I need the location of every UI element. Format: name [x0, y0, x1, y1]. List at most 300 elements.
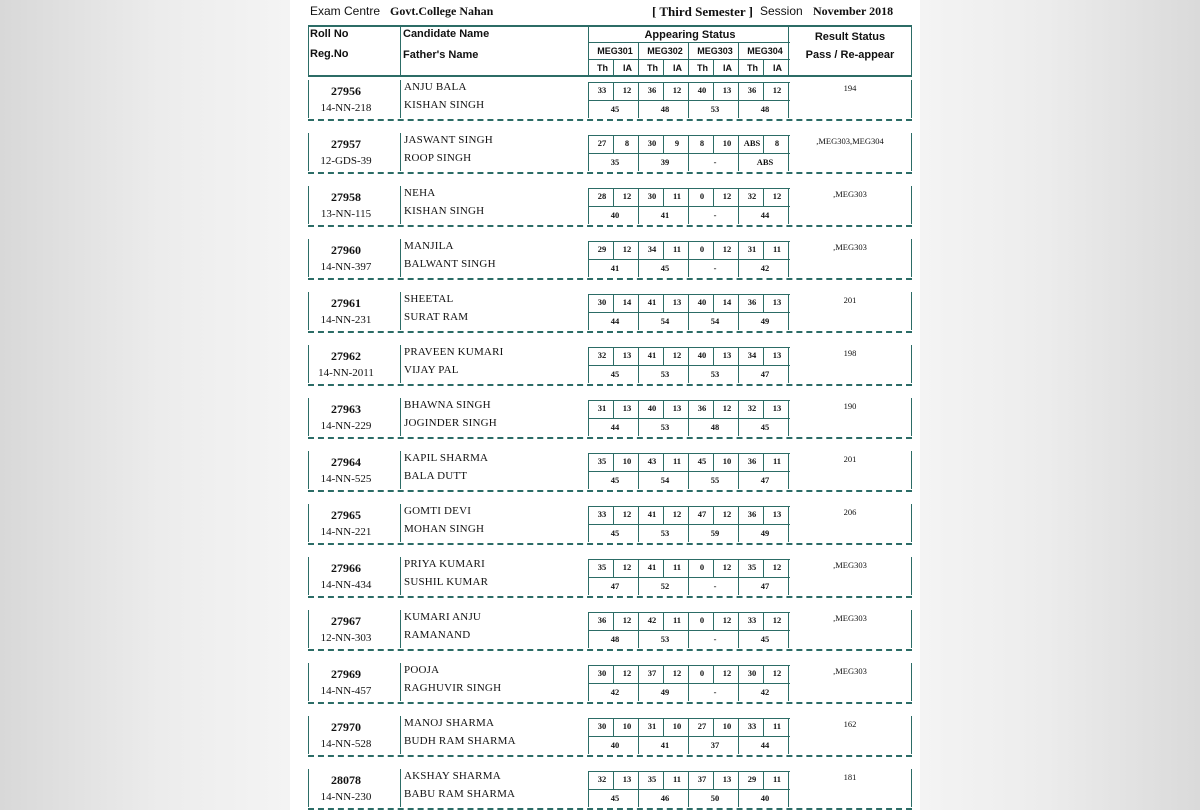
mark-cell: 0: [699, 562, 705, 572]
ia-vline: [663, 82, 664, 100]
marks-vline: [688, 294, 689, 330]
result-status: 190: [843, 401, 857, 411]
mark-cell: 10: [622, 456, 632, 466]
marks-top-rule: [588, 771, 790, 772]
paper-total: 44: [610, 422, 620, 432]
paper-total: 44: [760, 740, 770, 750]
reg-no: 14-NN-528: [320, 738, 372, 750]
marks-mid-rule: [588, 736, 790, 737]
mark-cell: 12: [622, 191, 632, 201]
row-right-line: [911, 186, 912, 224]
mark-cell: 12: [622, 509, 632, 519]
reg-no: 14-NN-229: [320, 420, 372, 432]
marks-vline: [638, 347, 639, 383]
reg-no: 14-NN-230: [320, 791, 372, 803]
row-name-line: [400, 769, 401, 807]
roll-no: 27963: [331, 402, 361, 416]
marks-vline: [638, 400, 639, 436]
paper-total: 59: [710, 528, 720, 538]
roll-no: 27960: [331, 243, 361, 257]
ia-header: IA: [773, 63, 782, 73]
mark-cell: 30: [597, 721, 607, 731]
row-separator: [308, 490, 912, 492]
paper-total: -: [713, 581, 717, 591]
ia-vline: [613, 347, 614, 365]
marks-mid-rule: [588, 206, 790, 207]
mark-cell: 12: [772, 668, 782, 678]
mark-cell: 12: [722, 668, 732, 678]
mark-cell: 11: [772, 774, 782, 784]
result-status: 162: [843, 719, 857, 729]
fathers-name-header: Father's Name: [403, 49, 479, 61]
row-separator: [308, 225, 912, 227]
marks-top-rule: [588, 559, 790, 560]
paper-total: -: [713, 634, 717, 644]
row-separator: [308, 596, 912, 598]
marks-mid-rule: [588, 365, 790, 366]
header-vline: [588, 25, 589, 77]
row-name-line: [400, 292, 401, 330]
marks-top-rule: [588, 612, 790, 613]
paper-total: -: [713, 157, 717, 167]
mark-cell: 43: [647, 456, 657, 466]
ia-vline: [613, 771, 614, 789]
marks-vline: [688, 771, 689, 807]
paper-total: 53: [660, 422, 670, 432]
row-name-line: [400, 186, 401, 224]
result-status: ,MEG303: [833, 242, 867, 252]
row-right-line: [911, 292, 912, 330]
father-name: RAMANAND: [404, 629, 471, 641]
marks-vline: [738, 135, 739, 171]
row-left-line: [308, 769, 309, 807]
mark-cell: 30: [747, 668, 757, 678]
row-right-line: [911, 610, 912, 648]
semester: [ Third Semester ]: [652, 4, 753, 19]
mark-cell: 41: [647, 509, 657, 519]
result-status-header: Result Status: [814, 31, 886, 43]
reg-no: 14-NN-231: [320, 314, 372, 326]
marks-vline: [638, 453, 639, 489]
marks-vline: [638, 82, 639, 118]
mark-cell: 31: [747, 244, 757, 254]
candidate-name: PRAVEEN KUMARI: [404, 346, 504, 358]
marks-vline: [738, 241, 739, 277]
ia-vline: [663, 453, 664, 471]
result-sheet: [290, 0, 920, 810]
marks-vline: [638, 135, 639, 171]
ia-vline: [763, 188, 764, 206]
mark-cell: 0: [699, 615, 705, 625]
mark-cell: 32: [597, 350, 607, 360]
paper-total: 42: [760, 687, 770, 697]
roll-no: 27970: [331, 720, 361, 734]
marks-vline: [788, 400, 789, 436]
header-vline: [688, 42, 689, 77]
paper-total: 53: [660, 634, 670, 644]
mark-cell: 35: [597, 456, 607, 466]
marks-top-rule: [588, 241, 790, 242]
paper-total: 41: [610, 263, 620, 273]
marks-top-rule: [588, 294, 790, 295]
marks-vline: [688, 347, 689, 383]
paper-total: 45: [610, 104, 620, 114]
header-vline: [738, 42, 739, 77]
candidate-name: KAPIL SHARMA: [404, 452, 489, 464]
mark-cell: 12: [772, 615, 782, 625]
ia-vline: [663, 612, 664, 630]
mark-cell: 47: [697, 509, 707, 519]
row-right-line: [911, 557, 912, 595]
row-right-line: [911, 239, 912, 277]
marks-vline: [688, 559, 689, 595]
candidate-name: ANJU BALA: [404, 81, 467, 93]
mark-cell: 14: [622, 297, 632, 307]
row-left-line: [308, 239, 309, 277]
reg-no: 14-NN-525: [320, 473, 372, 485]
paper-header-meg303: MEG303: [697, 46, 733, 56]
result-status: ,MEG303: [833, 560, 867, 570]
paper-total: 49: [760, 528, 770, 538]
session-value: November 2018: [813, 4, 894, 18]
mark-cell: 41: [647, 350, 657, 360]
paper-total: 53: [660, 369, 670, 379]
father-name: BABU RAM SHARMA: [404, 788, 516, 800]
paper-total: 40: [760, 793, 770, 803]
paper-total: 35: [610, 157, 620, 167]
row-right-line: [911, 451, 912, 489]
th-header: Th: [647, 63, 658, 73]
father-name: BALWANT SINGH: [404, 258, 496, 270]
row-separator: [308, 119, 912, 121]
ia-vline: [613, 188, 614, 206]
mark-cell: 42: [647, 615, 657, 625]
mark-cell: 9: [674, 138, 680, 148]
ia-vline: [713, 665, 714, 683]
row-left-line: [308, 663, 309, 701]
roll-no: 27964: [331, 455, 361, 469]
mark-cell: 41: [647, 562, 657, 572]
mark-cell: 12: [722, 244, 732, 254]
mark-cell: 30: [597, 668, 607, 678]
marks-vline: [788, 506, 789, 542]
candidate-name: MANJILA: [404, 240, 454, 252]
candidate-name: AKSHAY SHARMA: [404, 770, 501, 782]
marks-vline: [788, 453, 789, 489]
roll-no: 27965: [331, 508, 361, 522]
mark-cell: ABS: [743, 138, 761, 148]
marks-mid-rule: [588, 153, 790, 154]
row-left-line: [308, 186, 309, 224]
marks-vline: [688, 135, 689, 171]
paper-total: 47: [760, 581, 770, 591]
header-top-rule: [308, 25, 912, 27]
marks-vline: [738, 718, 739, 754]
candidate-name: SHEETAL: [404, 293, 454, 305]
mark-cell: 40: [647, 403, 657, 413]
paper-total: 45: [760, 422, 770, 432]
ia-vline: [663, 665, 664, 683]
roll-no: 27966: [331, 561, 361, 575]
header-bottom-rule: [308, 75, 912, 77]
roll-no-header: Roll No: [310, 28, 349, 40]
ia-vline: [763, 559, 764, 577]
ia-header: IA: [723, 63, 732, 73]
marks-vline: [788, 665, 789, 701]
candidate-name: KUMARI ANJU: [404, 611, 482, 623]
ia-vline: [763, 506, 764, 524]
mark-cell: 27: [697, 721, 707, 731]
marks-vline: [588, 347, 589, 383]
marks-vline: [588, 559, 589, 595]
result-status: 181: [843, 772, 857, 782]
mark-cell: 13: [772, 350, 782, 360]
mark-cell: 31: [597, 403, 607, 413]
paper-total: 48: [710, 422, 720, 432]
header-vline: [400, 25, 401, 77]
paper-total: -: [713, 210, 717, 220]
th-header: Th: [597, 63, 608, 73]
marks-vline: [688, 400, 689, 436]
row-name-line: [400, 80, 401, 118]
mark-cell: 13: [722, 85, 732, 95]
mark-cell: 10: [622, 721, 632, 731]
marks-vline: [588, 665, 589, 701]
mark-cell: 11: [772, 721, 782, 731]
mark-cell: 0: [699, 244, 705, 254]
mark-cell: 45: [697, 456, 707, 466]
ia-vline: [663, 347, 664, 365]
mark-cell: 40: [697, 85, 707, 95]
row-separator: [308, 649, 912, 651]
marks-vline: [638, 241, 639, 277]
marks-vline: [688, 665, 689, 701]
paper-total: 42: [760, 263, 770, 273]
ia-vline: [713, 400, 714, 418]
roll-no: 27967: [331, 614, 361, 628]
roll-no: 27958: [331, 190, 361, 204]
paper-total: 47: [760, 369, 770, 379]
paper-header-meg301: MEG301: [597, 46, 633, 56]
mark-cell: 36: [697, 403, 707, 413]
ia-vline: [713, 188, 714, 206]
header-vline: [763, 59, 764, 77]
ia-vline: [613, 612, 614, 630]
ia-vline: [663, 241, 664, 259]
row-name-line: [400, 133, 401, 171]
ia-vline: [613, 453, 614, 471]
mark-cell: 10: [722, 138, 732, 148]
mark-cell: 14: [722, 297, 732, 307]
mark-cell: 33: [747, 721, 757, 731]
header-vline: [638, 42, 639, 77]
paper-total: -: [713, 263, 717, 273]
roll-no: 27962: [331, 349, 361, 363]
father-name: KISHAN SINGH: [404, 205, 485, 217]
ia-vline: [613, 241, 614, 259]
paper-total: 44: [610, 316, 620, 326]
row-name-line: [400, 663, 401, 701]
marks-mid-rule: [588, 471, 790, 472]
mark-cell: 13: [622, 350, 632, 360]
mark-cell: 27: [597, 138, 607, 148]
mark-cell: 12: [722, 403, 732, 413]
mark-cell: 32: [747, 403, 757, 413]
marks-vline: [688, 453, 689, 489]
mark-cell: 40: [697, 350, 707, 360]
paper-total: 45: [610, 793, 620, 803]
row-right-line: [911, 80, 912, 118]
ia-vline: [713, 612, 714, 630]
row-name-line: [400, 504, 401, 542]
header-vline: [308, 25, 309, 77]
marks-top-rule: [588, 506, 790, 507]
marks-vline: [638, 188, 639, 224]
ia-vline: [713, 135, 714, 153]
marks-vline: [738, 188, 739, 224]
paper-total: 39: [660, 157, 670, 167]
mark-cell: 30: [647, 138, 657, 148]
paper-total: 40: [610, 210, 620, 220]
ia-vline: [663, 718, 664, 736]
marks-vline: [688, 82, 689, 118]
father-name: MOHAN SINGH: [404, 523, 485, 535]
ia-vline: [763, 347, 764, 365]
paper-total: 47: [760, 475, 770, 485]
marks-top-rule: [588, 188, 790, 189]
candidate-name: MANOJ SHARMA: [404, 717, 495, 729]
paper-total: 40: [610, 740, 620, 750]
mark-cell: 30: [647, 191, 657, 201]
candidate-name: PRIYA KUMARI: [404, 558, 485, 570]
roll-no: 27956: [331, 84, 361, 98]
background-left: [0, 0, 290, 810]
mark-cell: 11: [672, 615, 682, 625]
mark-cell: 12: [722, 191, 732, 201]
paper-total: 42: [610, 687, 620, 697]
marks-vline: [788, 771, 789, 807]
ia-vline: [763, 135, 764, 153]
reg-no: 14-NN-457: [320, 685, 372, 697]
mark-cell: 10: [722, 456, 732, 466]
row-right-line: [911, 663, 912, 701]
ia-vline: [763, 294, 764, 312]
candidate-name-header: Candidate Name: [403, 28, 490, 40]
row-right-line: [911, 398, 912, 436]
mark-cell: 12: [672, 509, 682, 519]
thia-row-rule: [588, 59, 790, 60]
mark-cell: 12: [722, 615, 732, 625]
appearing-status-header: Appearing Status: [644, 29, 736, 41]
result-status: 198: [843, 348, 857, 358]
ia-vline: [713, 294, 714, 312]
marks-vline: [588, 453, 589, 489]
mark-cell: 11: [672, 562, 682, 572]
father-name: BUDH RAM SHARMA: [404, 735, 516, 747]
marks-vline: [738, 771, 739, 807]
th-header: Th: [697, 63, 708, 73]
marks-mid-rule: [588, 524, 790, 525]
paper-total: 54: [660, 316, 670, 326]
marks-vline: [688, 241, 689, 277]
result-status: ,MEG303: [833, 189, 867, 199]
paper-total: 53: [660, 528, 670, 538]
mark-cell: 10: [722, 721, 732, 731]
mark-cell: 29: [747, 774, 757, 784]
ia-vline: [763, 82, 764, 100]
ia-vline: [663, 506, 664, 524]
marks-vline: [638, 665, 639, 701]
row-left-line: [308, 292, 309, 330]
marks-vline: [788, 347, 789, 383]
paper-total: 54: [660, 475, 670, 485]
marks-mid-rule: [588, 789, 790, 790]
marks-vline: [638, 294, 639, 330]
ia-vline: [613, 559, 614, 577]
paper-total: 41: [660, 740, 670, 750]
reg-no: 14-NN-2011: [318, 367, 374, 379]
marks-vline: [788, 82, 789, 118]
mark-cell: 36: [747, 456, 757, 466]
mark-cell: 37: [697, 774, 707, 784]
paper-row-rule: [588, 42, 790, 43]
paper-total: 45: [660, 263, 670, 273]
result-status: ,MEG303,MEG304: [816, 136, 884, 146]
mark-cell: 8: [699, 138, 705, 148]
ia-vline: [613, 135, 614, 153]
reg-no-header: Reg.No: [310, 48, 349, 60]
marks-vline: [638, 612, 639, 648]
marks-vline: [788, 188, 789, 224]
mark-cell: 12: [622, 668, 632, 678]
ia-vline: [663, 559, 664, 577]
reg-no: 14-NN-434: [320, 579, 372, 591]
paper-header-meg302: MEG302: [647, 46, 683, 56]
marks-vline: [788, 294, 789, 330]
marks-top-rule: [588, 718, 790, 719]
mark-cell: 12: [722, 509, 732, 519]
paper-header-meg304: MEG304: [747, 46, 783, 56]
reg-no: 14-NN-221: [320, 526, 372, 538]
mark-cell: 12: [622, 85, 632, 95]
row-left-line: [308, 133, 309, 171]
ia-vline: [713, 347, 714, 365]
marks-vline: [688, 612, 689, 648]
row-separator: [308, 543, 912, 545]
marks-vline: [638, 771, 639, 807]
mark-cell: 28: [597, 191, 607, 201]
mark-cell: 31: [647, 721, 657, 731]
result-status: 194: [843, 83, 857, 93]
ia-header: IA: [673, 63, 682, 73]
mark-cell: 32: [597, 774, 607, 784]
paper-total: 46: [660, 793, 670, 803]
result-status: ,MEG303: [833, 613, 867, 623]
row-left-line: [308, 80, 309, 118]
ia-vline: [713, 506, 714, 524]
marks-vline: [588, 82, 589, 118]
row-name-line: [400, 451, 401, 489]
pass-reappear-header: Pass / Re-appear: [805, 49, 895, 61]
ia-header: IA: [623, 63, 632, 73]
row-separator: [308, 278, 912, 280]
paper-total: 44: [760, 210, 770, 220]
paper-total: 41: [660, 210, 670, 220]
row-name-line: [400, 716, 401, 754]
paper-total: ABS: [756, 157, 774, 167]
mark-cell: 33: [597, 509, 607, 519]
mark-cell: 41: [647, 297, 657, 307]
